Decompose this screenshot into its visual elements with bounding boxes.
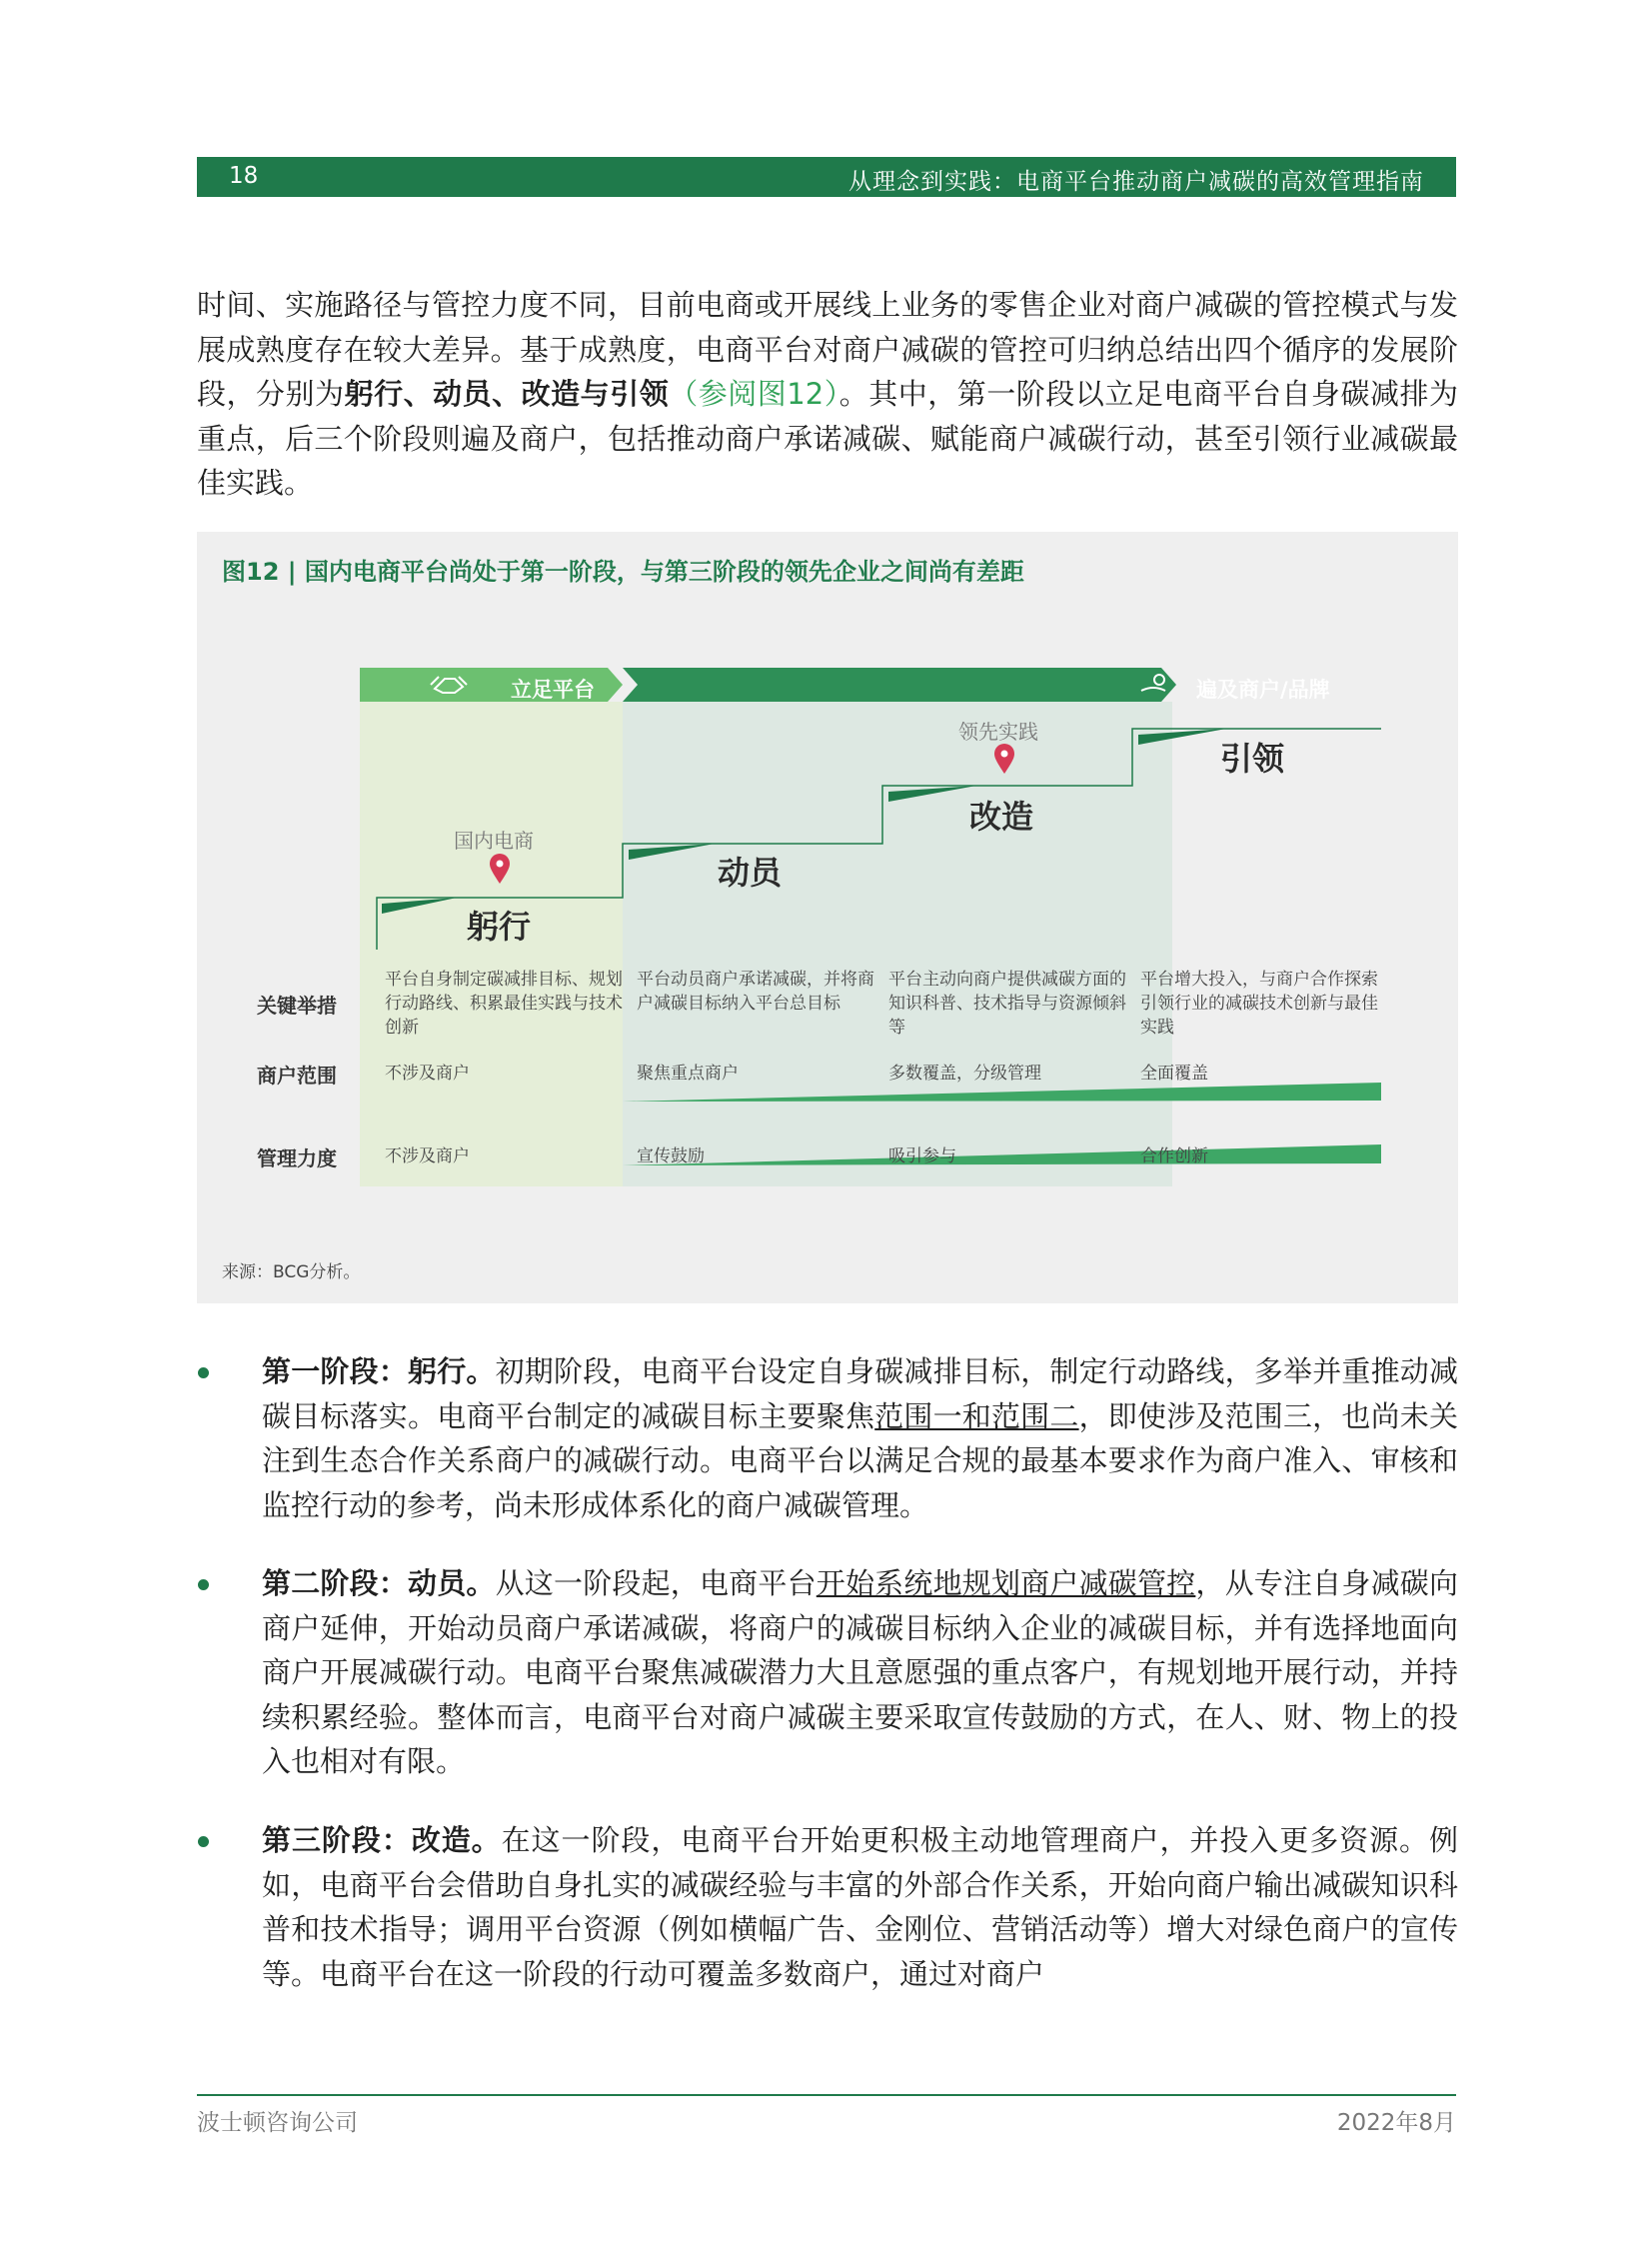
row-label-merchant-scope: 商户范围 bbox=[257, 1064, 337, 1088]
stage-diagram bbox=[197, 532, 1458, 1303]
bullet-3-text: 在这一阶段，电商平台开始更积极主动地管理商户，并投入更多资源。例如，电商平台会借助自身扎实的减碳经验与丰富的外部合作关系，开始向商户输出减碳知识科普和技术指导；调用平台资源（例如横幅广告、金刚位、营销活动等）增大对绿色商户的宣传等。电商平台在这一阶段的行动可覆盖多数商户，通过对商户 bbox=[262, 1823, 1458, 1991]
banner-merchants bbox=[623, 668, 1176, 702]
footer-company: 波士顿咨询公司 bbox=[197, 2110, 358, 2136]
intensity-stage-2: 宣传鼓励 bbox=[637, 1146, 705, 1166]
banner-left-label: 立足平台 bbox=[511, 678, 595, 702]
bullet-1-underline: 范围一和范围二 bbox=[874, 1398, 1079, 1433]
stage-2-name: 动员 bbox=[718, 854, 783, 892]
bullet-2-underline: 开始系统地规划商户减碳管控 bbox=[816, 1566, 1196, 1600]
bullet-2-lead: 第二阶段：动员。 bbox=[262, 1566, 496, 1600]
bullet-dot-1 bbox=[198, 1367, 209, 1378]
stage-4-name: 引领 bbox=[1220, 740, 1285, 778]
bullet-stage-1 bbox=[262, 1349, 1458, 1527]
bullet-3-lead: 第三阶段：改造。 bbox=[262, 1823, 502, 1857]
row-label-key-measures: 关键举措 bbox=[257, 994, 337, 1018]
figure-source: 来源：BCG分析。 bbox=[222, 1262, 361, 1282]
intensity-stage-4: 合作创新 bbox=[1140, 1146, 1208, 1166]
stage-3-name: 改造 bbox=[969, 798, 1034, 836]
bullet-2-text: 从这一阶段起，电商平台 bbox=[495, 1566, 817, 1600]
intensity-stage-3: 吸引参与 bbox=[888, 1146, 956, 1166]
intro-text-tail: 。其中，第一阶段以立足电商平台自身碳减排为重点，后三个阶段则遍及商户，包括推动商户承诺减碳、赋能商户减碳行动，甚至引领行业减碳最佳实践。 bbox=[197, 377, 1458, 500]
marker-leading-label: 领先实践 bbox=[958, 720, 1038, 744]
figure-title: 图12 | 国内电商平台尚处于第一阶段，与第三阶段的领先企业之间尚有差距 bbox=[222, 558, 1024, 586]
key-measure-stage-1: 平台自身制定碳减排目标、规划行动路线、积累最佳实践与技术创新 bbox=[385, 970, 623, 1038]
row-label-management-intensity: 管理力度 bbox=[257, 1146, 337, 1170]
bullet-dot-2 bbox=[198, 1579, 209, 1590]
intro-paragraph bbox=[197, 283, 1458, 506]
scope-stage-4: 全面覆盖 bbox=[1140, 1064, 1208, 1084]
scope-stage-2: 聚焦重点商户 bbox=[637, 1064, 739, 1084]
footer-divider bbox=[197, 2094, 1456, 2096]
bullet-1-lead: 第一阶段：躬行。 bbox=[262, 1354, 496, 1388]
bullet-1-text-tail: ，即使涉及范围三，也尚未关注到生态合作关系商户的减碳行动。电商平台以满足合规的最基本要求作为商户准入、审核和监控行动的参考，尚未形成体系化的商户减碳管理。 bbox=[262, 1398, 1458, 1522]
scope-stage-1: 不涉及商户 bbox=[385, 1064, 470, 1084]
figure-reference-link[interactable]: （参阅图12） bbox=[669, 377, 839, 411]
running-title: 从理念到实践：电商平台推动商户减碳的高效管理指南 bbox=[848, 169, 1424, 195]
key-measure-stage-2: 平台动员商户承诺减碳，并将商户减碳目标纳入平台总目标 bbox=[637, 970, 874, 1014]
bullet-2-text-tail: ，从专注自身减碳向商户延伸，开始动员商户承诺减碳，将商户的减碳目标纳入企业的减碳目标，并有选择地面向商户开展减碳行动。电商平台聚焦减碳潜力大且意愿强的重点客户，有规划地开展行动，并持续积累经验。整体而言，电商平台对商户减碳主要采取宣传鼓励的方式，在人、财、物上的投入也相对有限。 bbox=[262, 1566, 1458, 1778]
banner-right-label: 遍及商户/品牌 bbox=[1196, 678, 1330, 702]
header-bar bbox=[197, 157, 1456, 197]
bullet-1-text: 初期阶段，电商平台设定自身碳减排目标，制定行动路线，多举并重推动减碳目标落实。电商平台制定的减碳目标主要聚焦 bbox=[262, 1354, 1458, 1433]
footer-date: 2022年8月 bbox=[1336, 2110, 1456, 2136]
bullet-dot-3 bbox=[198, 1836, 209, 1847]
bullet-stage-3 bbox=[262, 1818, 1458, 1996]
stage-1-name: 躬行 bbox=[467, 908, 532, 946]
bullet-stage-2 bbox=[262, 1561, 1458, 1784]
intensity-stage-1: 不涉及商户 bbox=[385, 1146, 470, 1166]
zone-merchants bbox=[623, 702, 1172, 1186]
intro-text: 时间、实施路径与管控力度不同，目前电商或开展线上业务的零售企业对商户减碳的管控模式与发展成熟度存在较大差异。基于成熟度，电商平台对商户减碳的管控可归纳总结出四个循序的发展阶段，分别为 bbox=[197, 288, 1458, 411]
intro-stages-bold: 躬行、动员、改造与引领 bbox=[344, 377, 670, 411]
key-measure-stage-3: 平台主动向商户提供减碳方面的知识科普、技术指导与资源倾斜等 bbox=[888, 970, 1126, 1038]
scope-stage-3: 多数覆盖，分级管理 bbox=[888, 1064, 1041, 1084]
figure-12 bbox=[197, 532, 1458, 1303]
key-measure-stage-4: 平台增大投入，与商户合作探索引领行业的减碳技术创新与最佳实践 bbox=[1140, 970, 1378, 1038]
page-number: 18 bbox=[229, 163, 259, 189]
marker-domestic-label: 国内电商 bbox=[454, 829, 534, 853]
